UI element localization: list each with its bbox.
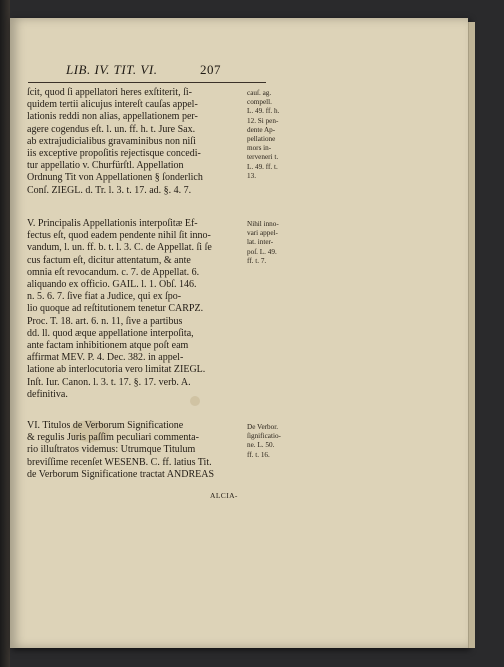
text-line: definitiva.	[27, 388, 68, 400]
catchword: ALCIA-	[210, 491, 238, 500]
margin-note: vari appel-	[247, 229, 278, 238]
margin-note: pellatione	[247, 135, 276, 144]
text-line: VI. Titulos de Verborum Significatione	[27, 420, 184, 431]
book-cover-edge	[0, 0, 10, 667]
margin-note: ff. t. 7.	[247, 256, 267, 265]
text-line: V. Principalis Appellationis interpoſitæ Ef-	[27, 218, 198, 229]
margin-note: L. 49. ff. h.	[247, 107, 280, 116]
margin-note: lat. inter-	[247, 238, 274, 247]
text-line: affirmat MEV. P. 4. Dec. 382. in appel-	[27, 352, 184, 364]
text-line: Ordnung Tit von Appellationen § ſonderlich	[27, 172, 203, 184]
text-line: iis exceptive propoſitis rejectisque concedi-	[27, 148, 201, 160]
margin-note: ff. t. 16.	[247, 450, 270, 459]
margin-note: De Verbor.	[247, 423, 279, 431]
margin-note: compell.	[247, 98, 272, 107]
margin-note: 12. Si pen-	[247, 116, 279, 125]
margin-note: L. 49. ff. t.	[247, 162, 278, 171]
text-line: tur appellatio v. Churfürſtl. Appellation	[27, 160, 184, 172]
text-line: fectus eſt, quod eadem pendente nihil ſit inno-	[27, 230, 211, 242]
margin-notes-3	[247, 423, 295, 460]
text-line: omnia eſt revocandum. c. 7. de Appellat. 6.	[27, 266, 200, 278]
text-line: breviſſime recenſet WESENB. C. ff. latius Tit.	[27, 456, 212, 468]
margin-note: cauſ. ag.	[247, 89, 272, 97]
margin-note: ne. L. 50.	[247, 441, 275, 450]
text-line: dd. ll. quod æque appellatione interpoſita,	[27, 327, 194, 339]
text-line: Proc. T. 18. art. 6. n. 11, ſive a partibus	[27, 315, 183, 327]
text-line: quidem tertii alicujus intereſt cauſas appel-	[27, 99, 198, 111]
text-line: ſcit, quod ſi appellatori heres exſtiterit, ſi-	[27, 87, 192, 98]
text-line: lationis reddi non alias, appellationem per-	[27, 111, 198, 123]
running-header	[66, 62, 232, 78]
page-edge	[468, 22, 475, 648]
text-line: rio illuſtratos videmus: Utrumque Titulum	[27, 444, 196, 456]
text-line: agere cogendus eſt. l. un. ff. h. t. Jure Sax.	[27, 123, 196, 135]
text-line: ante factam inhibitionem atque poſt eam	[27, 340, 189, 352]
margin-note: dente Ap-	[247, 125, 276, 134]
margin-note: mors in-	[247, 144, 272, 153]
text-line: Inſt. Iur. Canon. l. 3. t. 17. §. 17. verb. A.	[27, 376, 191, 388]
text-line: cus factum eſt, dicitur attentatum, & ante	[27, 254, 191, 266]
text-line: & regulis Juris paſſim peculiari commenta-	[27, 432, 199, 444]
running-title: LIB. IV. TIT. VI.	[66, 62, 158, 77]
margin-note: terveneri t.	[247, 153, 279, 162]
text-line: lio quoque ad reſtitutionem tenetur CARPZ.	[27, 303, 204, 315]
margin-note: ſignificatio-	[247, 432, 281, 441]
margin-notes-2	[247, 220, 295, 266]
paragraph-3	[27, 420, 243, 481]
folio-number: 207	[200, 62, 221, 77]
paragraph-2	[27, 218, 243, 401]
header-rule	[28, 82, 266, 83]
text-line: aliquando ex officio. GAIL. l. 1. Obſ. 146.	[27, 279, 197, 291]
text-line: Conſ. ZIEGL. d. Tr. l. 3. t. 17. ad. §. 4. 7.	[27, 184, 192, 196]
margin-note: poſ. L. 49.	[247, 247, 277, 256]
text-line: ab extrajudicialibus gravaminibus non niſi	[27, 135, 196, 147]
text-line: de Verborum Significatione tractat ANDREAS	[27, 468, 215, 480]
margin-notes-1	[247, 89, 295, 181]
text-line: vandum, l. un. ff. b. t. l. 3. C. de Appellat. ſi ſe	[27, 242, 212, 254]
margin-note: Nihil inno-	[247, 220, 279, 228]
margin-note: 13.	[247, 171, 256, 180]
paragraph-1	[27, 87, 243, 197]
text-line: latione ab interlocutoria vero limitat ZIEGL.	[27, 364, 206, 376]
text-line: n. 5. 6. 7. ſive fiat a Judice, qui ex ſpo-	[27, 291, 182, 303]
